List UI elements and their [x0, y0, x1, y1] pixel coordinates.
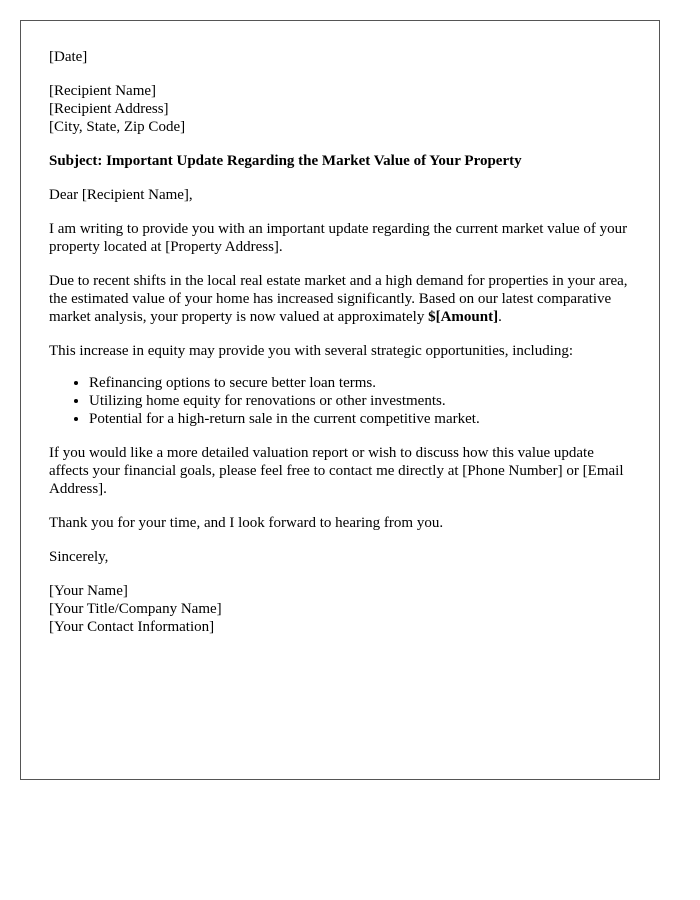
- opportunities-list: [49, 374, 631, 428]
- valuation-end: .: [498, 309, 502, 325]
- salutation: Dear [Recipient Name],: [49, 187, 193, 203]
- intro-paragraph-block: [49, 220, 631, 256]
- contact-paragraph: If you would like a more detailed valuation report or wish to discuss how this value update affects your financial goals, please feel free to contact me directly at [Phone Number] or [Email Address].: [49, 445, 624, 497]
- list-item: • Refinancing options to secure better loan terms.: [89, 374, 631, 392]
- signature-name: [Your Name]: [49, 583, 128, 599]
- opportunities-intro: This increase in equity may provide you with several strategic opportunities, including:: [49, 343, 574, 359]
- list-item: • Utilizing home equity for renovations or other investments.: [89, 392, 631, 410]
- contact-paragraph-block: [49, 444, 631, 498]
- recipient-city-state-zip: [City, State, Zip Code]: [49, 119, 186, 135]
- signature-block: [49, 582, 631, 636]
- valuation-amount: $[Amount]: [428, 309, 499, 325]
- letter-page: [20, 20, 660, 780]
- subject-block: [49, 152, 631, 170]
- list-item: • Potential for a high-return sale in the current competitive market.: [89, 410, 631, 428]
- closing-block: [49, 548, 631, 566]
- signature-title-company: [Your Title/Company Name]: [49, 601, 222, 617]
- recipient-name: [Recipient Name]: [49, 83, 157, 99]
- valuation-text: Due to recent shifts in the local real estate market and a high demand for properties in your area, the estimated value of your home has increased significantly. Based on our latest comparative market analysis, your property is now valued at approximately: [49, 273, 628, 325]
- salutation-block: [49, 186, 631, 204]
- valuation-paragraph: [49, 272, 631, 326]
- valuation-paragraph-block: [49, 272, 631, 326]
- thanks-paragraph: Thank you for your time, and I look forward to hearing from you.: [49, 515, 444, 531]
- date-line: [Date]: [49, 49, 88, 65]
- opportunities-intro-block: [49, 342, 631, 360]
- recipient-address: [Recipient Address]: [49, 101, 169, 117]
- intro-paragraph: I am writing to provide you with an important update regarding the current market value of your property located at [Property Address].: [49, 221, 628, 255]
- date-block: [49, 48, 631, 66]
- recipient-address-block: [49, 82, 631, 136]
- signature-contact: [Your Contact Information]: [49, 619, 215, 635]
- thanks-block: [49, 514, 631, 532]
- subject-line: Subject: Important Update Regarding the Market Value of Your Property: [49, 153, 522, 169]
- closing: Sincerely,: [49, 549, 109, 565]
